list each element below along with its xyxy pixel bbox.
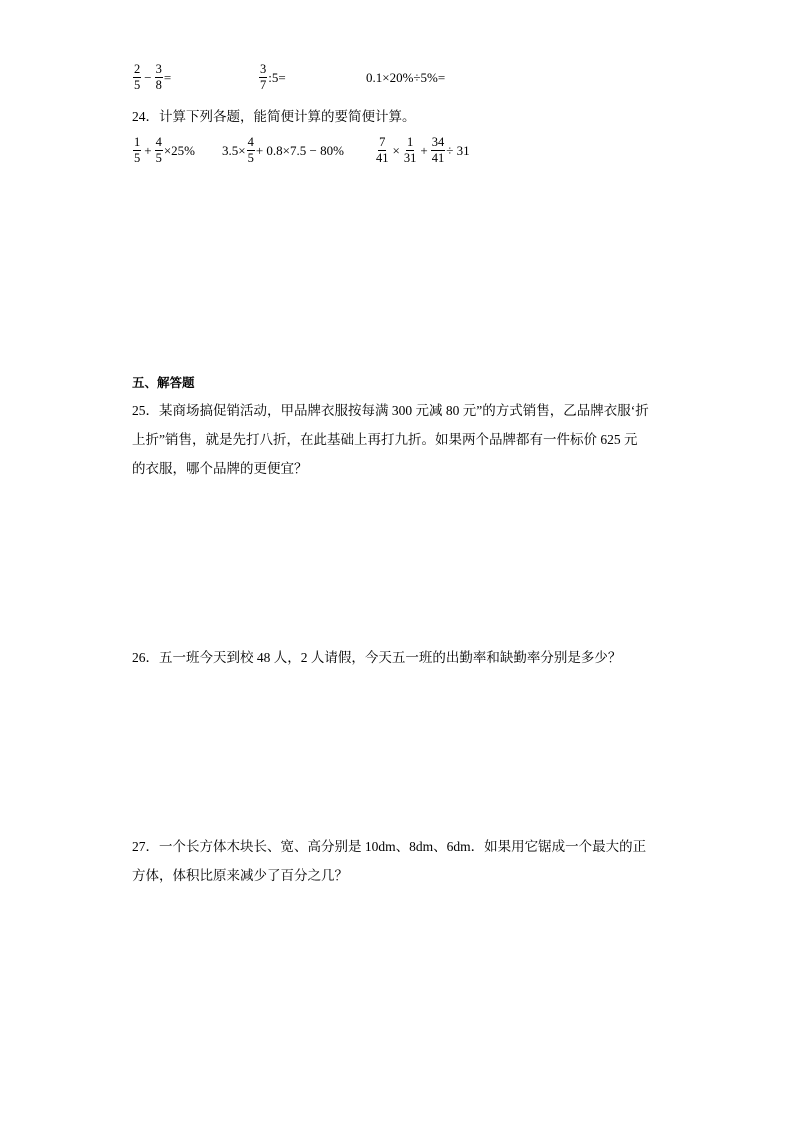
q26-text: 26．五一班今天到校 48 人，2 人请假，今天五一班的出勤率和缺勤率分别是多少？ — [132, 650, 622, 665]
q24-title: 24．计算下列各题，能简便计算的要简便计算。 — [132, 109, 416, 124]
fraction: $\frac{1}{5}$ — [134, 135, 141, 165]
fraction: $\frac{4}{5}$ — [155, 135, 162, 165]
fraction: $\frac{34}{41}$ — [431, 135, 445, 165]
fraction: $\frac{7}{41}$ — [376, 135, 389, 165]
fraction: $\frac{3}{7}$ — [260, 62, 267, 92]
q23-expression-3: 0.1×20%÷5%= — [366, 70, 446, 85]
q24-expression-1: $\frac{1}{5}$ + $\frac{4}{5}$ ×25% — [134, 135, 196, 165]
q24-expression-3: $\frac{7}{41}$ × $\frac{1}{31}$ + $\frac{34}{41}$ ÷ 31 — [376, 135, 470, 165]
q23-expression-2: $\frac{3}{7}$ :5= — [260, 62, 286, 92]
fraction: $\frac{2}{5}$ — [134, 62, 141, 92]
q24-expression-2: 3.5× $\frac{4}{5}$ + 0.8×7.5 − 80% — [222, 135, 344, 165]
fraction: $\frac{3}{8}$ — [155, 62, 162, 92]
q23-expression-1: $\frac{2}{5}$ − $\frac{3}{8}$ = — [134, 62, 172, 92]
q25-text: 25．某商场搞促销活动，甲品牌衣服按每满 300 元减 80 元”的方式销售，乙品牌衣服‘折 上折”销售，就是先打八折，在此基础上再打九折。如果两个品牌都有一件标价 625 元 的衣服，哪个品牌的更便宜？ — [132, 403, 649, 476]
fraction: $\frac{1}{31}$ — [403, 135, 417, 165]
fraction: $\frac{4}{5}$ — [247, 135, 254, 165]
section-heading: 五、解答题 — [132, 375, 195, 390]
q27-text: 27．一个长方体木块长、宽、高分别是 10dm、8dm、6dm．如果用它锯成一个最大的正 方体，体积比原来减少了百分之几？ — [132, 839, 647, 883]
